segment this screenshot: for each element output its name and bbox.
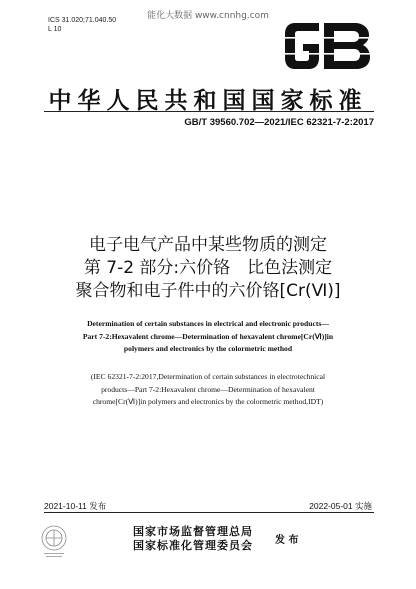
iec-equivalence-note: [28, 371, 388, 409]
chinese-title-line1: 电子电气产品中某些物质的测定: [89, 235, 327, 255]
publisher-line2: 国家标准化管理委员会: [133, 539, 253, 552]
english-title: [28, 318, 388, 356]
chinese-title: [0, 234, 416, 303]
publish-label: 发 布: [275, 535, 299, 546]
publisher: [133, 525, 253, 553]
iec-note-line1: (IEC 62321-7-2:2017,Determination of certain substances in electrotechnical: [90, 372, 326, 381]
english-title-line1: Determination of certain substances in electrical and electronic products—: [87, 319, 329, 328]
english-title-line2: Part 7-2:Hexavalent chrome—Determination of hexavalent chrome[Cr(Ⅵ)]in: [82, 331, 334, 341]
chinese-title-line3: 聚合物和电子件中的六价铬[Cr(Ⅵ)]: [75, 281, 341, 301]
publisher-line1: 国家市场监督管理总局: [133, 525, 253, 538]
footer-rule: [44, 512, 374, 513]
iec-note-line3: chrome[Cr(Ⅵ)]in polymers and electronics by the colormetric method,IDT): [92, 397, 324, 406]
gb-logo-text: GB: [328, 50, 330, 51]
country-standard-title: 中华人民共和国国家标准: [48, 88, 368, 114]
issue-date: 2021-10-11 发布: [44, 501, 107, 511]
watermark: 能化大数据 www.cnnhg.com: [147, 11, 269, 21]
implementation-date: 2022-05-01 实施: [309, 501, 372, 511]
ccs-code: L 10: [48, 26, 62, 33]
seal-icon: [40, 524, 68, 564]
classification-codes: [48, 16, 116, 34]
header-rule: [44, 111, 374, 112]
ics-code: ICS 31.020;71.040.50: [48, 17, 117, 24]
standard-number: GB/T 39560.702—2021/IEC 62321-7-2:2017: [184, 117, 374, 128]
chinese-title-line2: 第 7-2 部分:六价铬 比色法测定: [83, 258, 333, 278]
iec-note-line2: products—Part 7-2:Hexavalent chrome—Determination of hexavalent: [101, 384, 315, 394]
english-title-line3: polymers and electronics by the colormetric method: [123, 344, 293, 353]
gb-logo: [283, 20, 373, 72]
